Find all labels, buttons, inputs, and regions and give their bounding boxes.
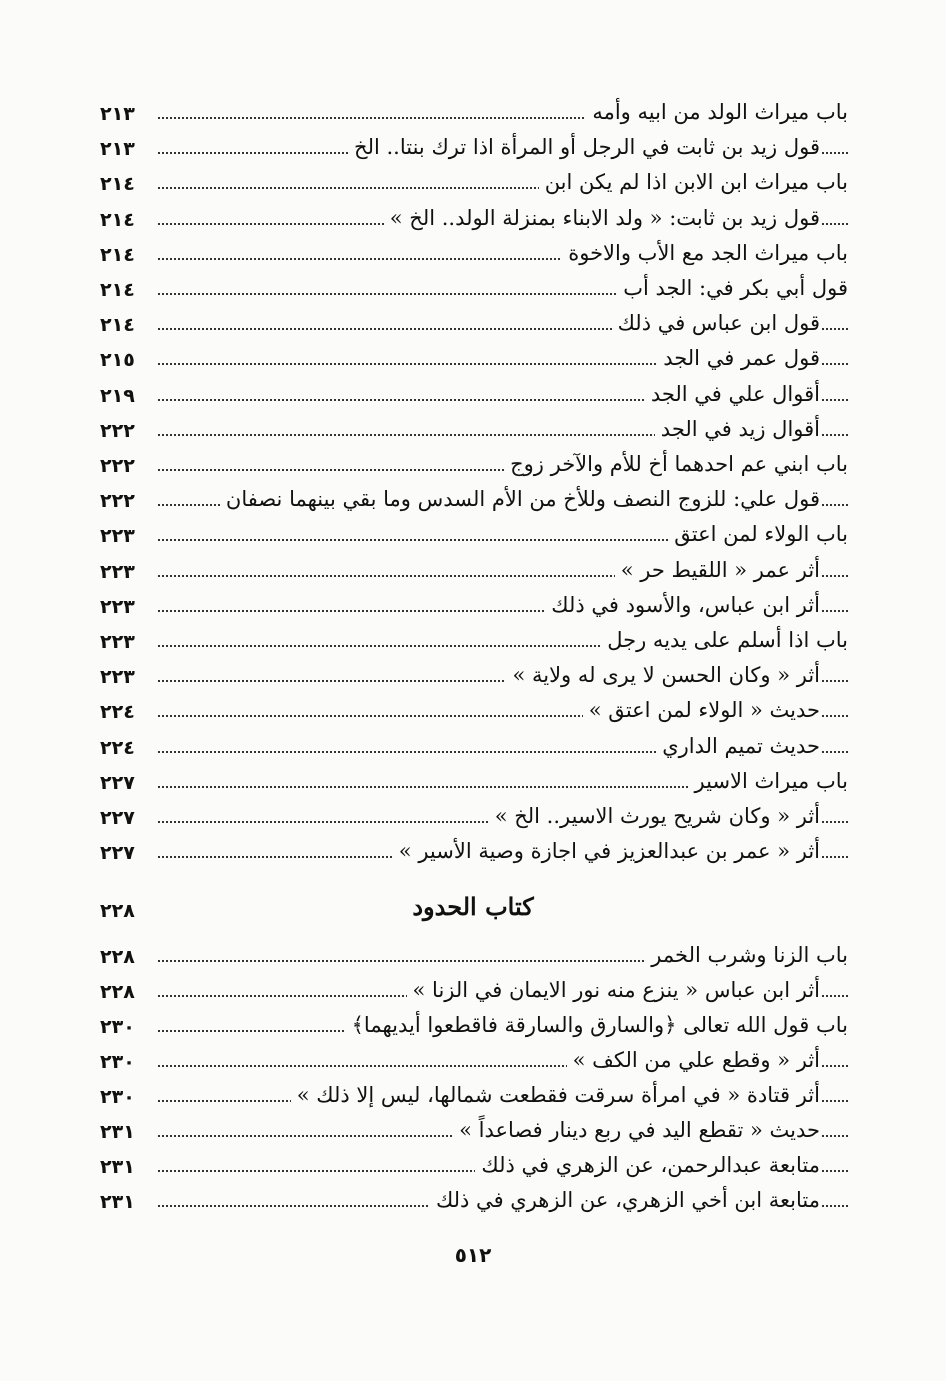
toc-entry-page: ٢٢٨ (100, 946, 135, 968)
toc-entry-page: ٢٣١ (100, 1156, 135, 1178)
toc-entry-page: ٢٢٢ (100, 490, 135, 513)
toc-entry-title: أثر عمر « اللقيط حر » (615, 555, 820, 585)
toc-entry (100, 97, 848, 131)
toc-entry (100, 414, 848, 448)
toc-entry-page: ٢٢٣ (100, 525, 135, 548)
toc-entry-page: ٢١٥ (100, 349, 135, 372)
toc-entry (100, 379, 848, 413)
toc-entry-title: حديث « الولاء لمن اعتق » (583, 695, 820, 725)
toc-entry-page: ٢٣٠ (100, 1016, 135, 1038)
toc-entry-title: أقوال علي في الجد (645, 379, 820, 409)
toc-entry-title: أثر « وقطع علي من الكف » (567, 1045, 820, 1075)
toc-entry (100, 1045, 848, 1079)
toc-entry (100, 1115, 848, 1149)
toc-entry (100, 238, 848, 272)
toc-entry-page: ٢١٤ (100, 208, 135, 231)
toc-entry-page: ٢٢٣ (100, 560, 135, 583)
toc-entry-page: ٢٢٢ (100, 455, 135, 477)
toc-entry-title: باب الولاء لمن اعتق (668, 519, 848, 549)
toc-entry (100, 484, 848, 518)
toc-entry-title: حديث تميم الداري (656, 731, 820, 761)
toc-entry (100, 555, 848, 589)
toc-entry-page: ٢٢٣ (100, 666, 135, 689)
toc-entry-title: قول زيد بن ثابت: « ولد الابناء بمنزلة الولد.. الخ » (384, 203, 820, 233)
toc-entry-page: ٢٢٣ (100, 631, 135, 653)
toc-entry-page: ٢٣٠ (100, 1051, 135, 1073)
toc-entry (100, 1150, 848, 1184)
toc-entry (100, 731, 848, 765)
toc-entry-title: قول عمر في الجد (657, 343, 820, 373)
toc-entry-title: باب ابني عم احدهما أخ للأم والآخر زوج (504, 449, 848, 479)
toc-entry (100, 590, 848, 624)
toc-entry (100, 449, 848, 483)
toc-entry (100, 801, 848, 835)
toc-entry-title: متابعة ابن أخي الزهري، عن الزهري في ذلك (430, 1185, 820, 1215)
toc-entry-title: أقوال زيد في الجد (655, 414, 820, 444)
toc-entry (100, 695, 848, 729)
toc-entry-page: ٢١٣ (100, 103, 135, 125)
toc-entry-page: ٢٢٨ (100, 981, 135, 1003)
toc-entry-page: ٢١٤ (100, 314, 135, 337)
toc-entry-title: قول زيد بن ثابت في الرجل أو المرأة اذا ترك بنتا.. الخ (348, 132, 820, 162)
toc-entry-page: ٢٢٢ (100, 419, 135, 442)
toc-entry-page: ٢٢٧ (100, 842, 135, 865)
toc-entry (100, 660, 848, 694)
toc-entry-page: ٢٣١ (100, 1121, 135, 1143)
toc-entry-page: ٢٢٧ (100, 771, 135, 794)
toc-entry-title: أثر ابن عباس، والأسود في ذلك (545, 590, 820, 620)
toc-entry (100, 625, 848, 659)
toc-entry (100, 1080, 848, 1114)
toc-entry-title: باب الزنا وشرب الخمر (645, 940, 848, 970)
toc-entry-page: ٢٢٤ (100, 701, 135, 724)
toc-entry (100, 940, 848, 974)
toc-entry-title: قول أبي بكر في: الجد أب (617, 273, 848, 303)
toc-entry-title: باب ميراث الولد من ابيه وأمه (586, 97, 848, 127)
toc-entry-title: أثر « وكان شريح يورث الاسير.. الخ » (489, 801, 820, 831)
toc-entry (100, 308, 848, 342)
toc-entry (100, 203, 848, 237)
toc-entry (100, 1185, 848, 1219)
toc-entry (100, 975, 848, 1009)
toc-entry-page: ٢١٤ (100, 243, 135, 266)
toc-entry (100, 1010, 848, 1044)
toc-entry-page: ٢٣٠ (100, 1086, 135, 1108)
section-title: كتاب الحدود (412, 892, 534, 921)
toc-entry-title: باب ميراث الاسير (689, 766, 848, 796)
toc-entry-page: ٢٢٤ (100, 736, 135, 759)
toc-entry-page: ٢٢٧ (100, 807, 135, 829)
toc-entry-title: باب اذا أسلم على يديه رجل (601, 625, 848, 655)
toc-entry-page: ٢١٣ (100, 138, 135, 161)
toc-entry-title: أثر « وكان الحسن لا يرى له ولاية » (506, 660, 820, 690)
toc-entry-title: متابعة عبدالرحمن، عن الزهري في ذلك (475, 1150, 820, 1180)
toc-entry (100, 836, 848, 870)
toc-entry (100, 132, 848, 166)
toc-entry-page: ٢٢٣ (100, 595, 135, 618)
footer-page-number: ٥١٢ (454, 1243, 492, 1267)
toc-entry-page: ٢٣١ (100, 1191, 135, 1213)
toc-entry (100, 167, 848, 201)
toc-entry-title: أثر قتادة « في امرأة سرقت فقطعت شمالها، ليس إلا ذلك » (291, 1080, 820, 1110)
toc-entry-title: باب ميراث الجد مع الأب والاخوة (562, 238, 848, 268)
toc-entry-title: باب ميراث ابن الابن اذا لم يكن ابن (539, 167, 848, 197)
toc-entry-page: ٢١٩ (100, 384, 135, 407)
toc-entry-title: أثر ابن عباس « ينزع منه نور الايمان في الزنا » (407, 975, 820, 1005)
toc-entry (100, 343, 848, 377)
toc-entry-title: قول ابن عباس في ذلك (612, 308, 820, 338)
toc-entry-title: أثر « عمر بن عبدالعزيز في اجازة وصية الأسير » (393, 836, 820, 866)
toc-entry-page: ٢١٤ (100, 173, 135, 196)
toc-entry-title: باب قول الله تعالى ﴿والسارق والسارقة فاقطعوا أيديهما﴾ (346, 1010, 848, 1040)
section-page-number: ٢٢٨ (100, 900, 135, 922)
toc-entry (100, 766, 848, 800)
toc-entry-title: قول علي: للزوج النصف وللأخ من الأم السدس وما بقي بينهما نصفان (220, 484, 820, 514)
toc-entry-page: ٢١٤ (100, 279, 135, 301)
toc-entry-title: حديث « تقطع اليد في ربع دينار فصاعداً » (453, 1115, 820, 1145)
toc-entry (100, 519, 848, 553)
toc-entry (100, 273, 848, 307)
